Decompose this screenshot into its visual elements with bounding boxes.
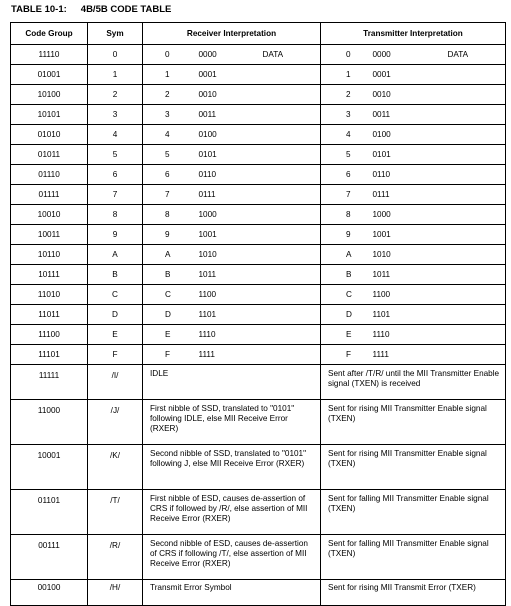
sym-cell: 9 (88, 225, 143, 245)
sym-cell: D (88, 305, 143, 325)
tx-note-cell (431, 105, 506, 125)
sym-cell: /H/ (88, 580, 143, 606)
code-group-cell: 11111 (11, 365, 88, 400)
code-group-cell: 01101 (11, 490, 88, 535)
rx-value-cell: 7 (143, 185, 191, 205)
control-row (11, 400, 506, 445)
tx-value-cell: F (321, 345, 368, 365)
sym-cell: /R/ (88, 535, 143, 580)
table-row (11, 285, 506, 305)
rx-binary-cell: 0111 (191, 185, 251, 205)
header-receiver: Receiver Interpretation (143, 23, 321, 45)
sym-cell: /J/ (88, 400, 143, 445)
tx-binary-cell: 0010 (368, 85, 431, 105)
sym-cell: A (88, 245, 143, 265)
rx-binary-cell: 1110 (191, 325, 251, 345)
header-sym: Sym (88, 23, 143, 45)
table-row (11, 185, 506, 205)
code-group-cell: 10110 (11, 245, 88, 265)
tx-note-cell (431, 265, 506, 285)
tx-binary-cell: 1001 (368, 225, 431, 245)
rx-binary-cell: 1100 (191, 285, 251, 305)
code-group-cell: 10100 (11, 85, 88, 105)
sym-cell: 7 (88, 185, 143, 205)
rx-note-cell (251, 65, 321, 85)
tx-note-cell (431, 65, 506, 85)
rx-note-cell (251, 245, 321, 265)
rx-note-cell: DATA (251, 45, 321, 65)
control-row (11, 490, 506, 535)
control-row (11, 445, 506, 490)
tx-value-cell: 1 (321, 65, 368, 85)
table-title: 4B/5B CODE TABLE (80, 4, 172, 15)
rx-value-cell: D (143, 305, 191, 325)
rx-binary-cell: 0110 (191, 165, 251, 185)
rx-value-cell: F (143, 345, 191, 365)
tx-binary-cell: 1000 (368, 205, 431, 225)
sym-cell: 2 (88, 85, 143, 105)
tx-note-cell: DATA (431, 45, 506, 65)
tx-binary-cell: 1111 (368, 345, 431, 365)
table-row (11, 305, 506, 325)
tx-binary-cell: 0100 (368, 125, 431, 145)
control-row (11, 535, 506, 580)
sym-cell: 8 (88, 205, 143, 225)
tx-binary-cell: 1110 (368, 325, 431, 345)
rx-value-cell: 3 (143, 105, 191, 125)
sym-cell: 6 (88, 165, 143, 185)
header-code-group: Code Group (11, 23, 88, 45)
tx-value-cell: 6 (321, 165, 368, 185)
code-group-cell: 11101 (11, 345, 88, 365)
sym-cell: B (88, 265, 143, 285)
rx-binary-cell: 1000 (191, 205, 251, 225)
rx-binary-cell: 0101 (191, 145, 251, 165)
rx-note-cell (251, 145, 321, 165)
rx-value-cell: E (143, 325, 191, 345)
tx-note-cell (431, 345, 506, 365)
tx-value-cell: A (321, 245, 368, 265)
tx-note-cell (431, 305, 506, 325)
rx-binary-cell: 0000 (191, 45, 251, 65)
sym-cell: /T/ (88, 490, 143, 535)
sym-cell: 1 (88, 65, 143, 85)
rx-note-cell (251, 105, 321, 125)
table-row (11, 345, 506, 365)
header-row (11, 23, 506, 45)
tx-value-cell: 3 (321, 105, 368, 125)
rx-binary-cell: 0011 (191, 105, 251, 125)
rx-binary-cell: 1001 (191, 225, 251, 245)
tx-note-cell (431, 125, 506, 145)
tx-value-cell: 9 (321, 225, 368, 245)
tx-value-cell: C (321, 285, 368, 305)
tx-note-cell (431, 145, 506, 165)
sym-cell: /K/ (88, 445, 143, 490)
transmitter-interpretation-cell: Sent for falling MII Transmitter Enable signal (TXEN) (321, 535, 506, 580)
receiver-interpretation-cell: IDLE (143, 365, 321, 400)
sym-cell: C (88, 285, 143, 305)
tx-value-cell: 4 (321, 125, 368, 145)
code-group-cell: 11100 (11, 325, 88, 345)
tx-note-cell (431, 205, 506, 225)
rx-binary-cell: 1010 (191, 245, 251, 265)
tx-binary-cell: 0111 (368, 185, 431, 205)
code-group-cell: 10101 (11, 105, 88, 125)
tx-value-cell: B (321, 265, 368, 285)
code-group-cell: 01001 (11, 65, 88, 85)
code-table (10, 22, 506, 606)
rx-note-cell (251, 305, 321, 325)
sym-cell: F (88, 345, 143, 365)
tx-value-cell: 7 (321, 185, 368, 205)
rx-note-cell (251, 265, 321, 285)
sym-cell: 3 (88, 105, 143, 125)
table-row (11, 45, 506, 65)
tx-value-cell: 2 (321, 85, 368, 105)
receiver-interpretation-cell: First nibble of ESD, causes de-assertion of CRS if followed by /R/, else assertion of MII Receive Error (RXER) (143, 490, 321, 535)
code-group-cell: 10011 (11, 225, 88, 245)
tx-value-cell: E (321, 325, 368, 345)
code-group-cell: 11110 (11, 45, 88, 65)
code-group-cell: 00100 (11, 580, 88, 606)
table-row (11, 85, 506, 105)
code-group-cell: 01110 (11, 165, 88, 185)
receiver-interpretation-cell: Second nibble of SSD, translated to "0101" following J, else MII Receive Error (RXER) (143, 445, 321, 490)
transmitter-interpretation-cell: Sent for rising MII Transmitter Enable signal (TXEN) (321, 400, 506, 445)
sym-cell: 4 (88, 125, 143, 145)
rx-binary-cell: 0001 (191, 65, 251, 85)
tx-note-cell (431, 185, 506, 205)
tx-value-cell: D (321, 305, 368, 325)
table-row (11, 65, 506, 85)
code-group-cell: 01010 (11, 125, 88, 145)
rx-note-cell (251, 85, 321, 105)
code-group-cell: 11011 (11, 305, 88, 325)
tx-binary-cell: 1100 (368, 285, 431, 305)
rx-note-cell (251, 165, 321, 185)
table-row (11, 145, 506, 165)
rx-note-cell (251, 185, 321, 205)
transmitter-interpretation-cell: Sent after /T/R/ until the MII Transmitter Enable signal (TXEN) is received (321, 365, 506, 400)
sym-cell: /I/ (88, 365, 143, 400)
table-row (11, 105, 506, 125)
code-group-cell: 11010 (11, 285, 88, 305)
rx-value-cell: 5 (143, 145, 191, 165)
tx-note-cell (431, 325, 506, 345)
code-group-cell: 10001 (11, 445, 88, 490)
table-row (11, 325, 506, 345)
tx-binary-cell: 0011 (368, 105, 431, 125)
rx-value-cell: 9 (143, 225, 191, 245)
rx-note-cell (251, 225, 321, 245)
tx-note-cell (431, 245, 506, 265)
tx-note-cell (431, 85, 506, 105)
code-group-cell: 00111 (11, 535, 88, 580)
tx-binary-cell: 0001 (368, 65, 431, 85)
rx-note-cell (251, 125, 321, 145)
table-row (11, 205, 506, 225)
rx-binary-cell: 1101 (191, 305, 251, 325)
sym-cell: 0 (88, 45, 143, 65)
rx-value-cell: 8 (143, 205, 191, 225)
receiver-interpretation-cell: Transmit Error Symbol (143, 580, 321, 606)
tx-note-cell (431, 285, 506, 305)
control-row (11, 365, 506, 400)
sym-cell: E (88, 325, 143, 345)
rx-note-cell (251, 345, 321, 365)
table-caption (11, 4, 171, 15)
tx-binary-cell: 1101 (368, 305, 431, 325)
tx-value-cell: 8 (321, 205, 368, 225)
code-group-cell: 11000 (11, 400, 88, 445)
transmitter-interpretation-cell: Sent for rising MII Transmitter Enable signal (TXEN) (321, 445, 506, 490)
rx-binary-cell: 0100 (191, 125, 251, 145)
rx-value-cell: B (143, 265, 191, 285)
sym-cell: 5 (88, 145, 143, 165)
rx-value-cell: 2 (143, 85, 191, 105)
rx-value-cell: 1 (143, 65, 191, 85)
tx-note-cell (431, 225, 506, 245)
tx-binary-cell: 1011 (368, 265, 431, 285)
tx-binary-cell: 0101 (368, 145, 431, 165)
tx-binary-cell: 0110 (368, 165, 431, 185)
code-group-cell: 10111 (11, 265, 88, 285)
code-group-cell: 01111 (11, 185, 88, 205)
tx-note-cell (431, 165, 506, 185)
table-row (11, 125, 506, 145)
receiver-interpretation-cell: Second nibble of ESD, causes de-assertion of CRS if following /T/, else assertion of MII Receive Error (RXER) (143, 535, 321, 580)
rx-value-cell: 0 (143, 45, 191, 65)
tx-value-cell: 5 (321, 145, 368, 165)
receiver-interpretation-cell: First nibble of SSD, translated to "0101" following IDLE, else MII Receive Error (RXER) (143, 400, 321, 445)
table-row (11, 265, 506, 285)
tx-binary-cell: 0000 (368, 45, 431, 65)
control-row (11, 580, 506, 606)
table-number: TABLE 10-1: (11, 4, 67, 15)
transmitter-interpretation-cell: Sent for rising MII Transmit Error (TXER) (321, 580, 506, 606)
code-group-cell: 01011 (11, 145, 88, 165)
rx-binary-cell: 0010 (191, 85, 251, 105)
rx-binary-cell: 1011 (191, 265, 251, 285)
transmitter-interpretation-cell: Sent for falling MII Transmitter Enable signal (TXEN) (321, 490, 506, 535)
rx-value-cell: C (143, 285, 191, 305)
rx-value-cell: A (143, 245, 191, 265)
table-row (11, 245, 506, 265)
rx-value-cell: 6 (143, 165, 191, 185)
rx-note-cell (251, 285, 321, 305)
rx-binary-cell: 1111 (191, 345, 251, 365)
tx-value-cell: 0 (321, 45, 368, 65)
header-transmitter: Transmitter Interpretation (321, 23, 506, 45)
rx-note-cell (251, 205, 321, 225)
table-row (11, 225, 506, 245)
rx-value-cell: 4 (143, 125, 191, 145)
code-group-cell: 10010 (11, 205, 88, 225)
table-row (11, 165, 506, 185)
tx-binary-cell: 1010 (368, 245, 431, 265)
rx-note-cell (251, 325, 321, 345)
